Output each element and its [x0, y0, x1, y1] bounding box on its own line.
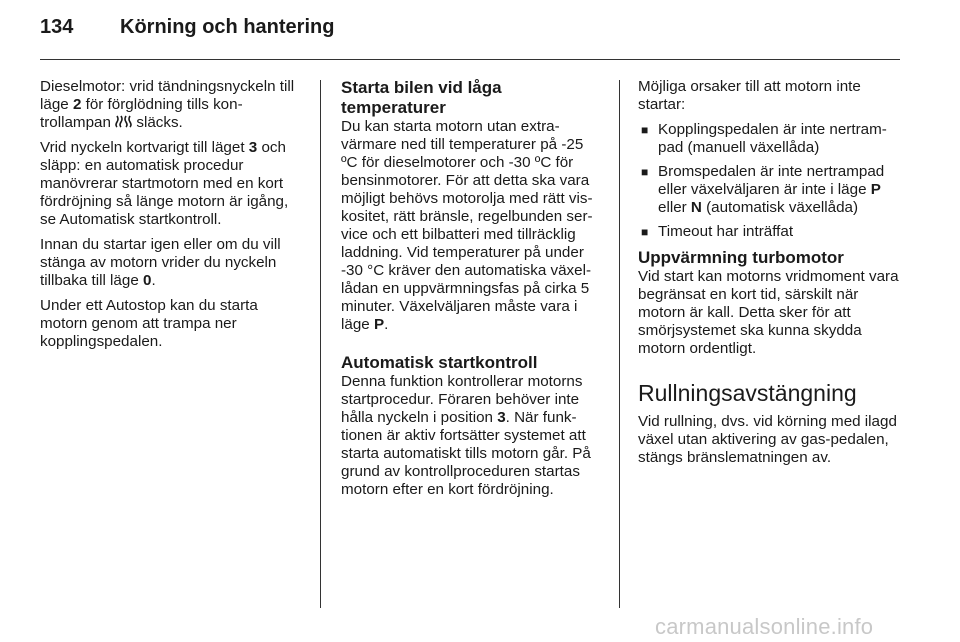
column-2 — [341, 78, 603, 506]
bullet-icon: ■ — [641, 225, 649, 239]
paragraph-turbo: Vid start kan motorns vridmoment vara begränsat en kort tid, särskilt när motorn är kall. Detta sker för att smörjsystemet ska kunna skydda motorn ordentligt. — [638, 268, 899, 357]
paragraph-causes: Möjliga orsaker till att motorn inte startar: — [638, 78, 861, 113]
heading-cold-start: Starta bilen vid låga temperaturer — [341, 78, 502, 117]
heading-auto-start: Automatisk startkontroll — [341, 353, 538, 372]
paragraph-glow-plug: Dieselmotor: vrid tändningsnyckeln till läge 2 för förglödning tills kon-trollampan släcks. — [40, 78, 295, 131]
paragraph-key-position: Vrid nyckeln kortvarigt till läget 3 och släpp: en automatisk procedur manövrerar startmotorn med en kort fördröjning så länge motorn är igång, se Automatisk startkontroll. — [40, 139, 289, 228]
list-item: ■ Bromspedalen är inte nertrampad eller växelväljaren är inte i läge P eller N (automatisk växellåda) — [641, 163, 885, 216]
paragraph-cold-start: Du kan starta motorn utan extra-värmare ned till temperaturer på -25 ºC för dieselmotorer och -30 ºC för bensinmotorer. För att detta ska vara möjligt behövs motorolja med rätt vis-kositet, rätt bränsle, regelbunden ser-vice och ett bilbatteri med tillräcklig laddning. Vid temperaturer på under -30 °C kräver den automatiska växel-lådan en uppvärmningsfas på cirka 5 minuter. Växelväljaren måste vara i läge P. — [341, 118, 593, 333]
list-item: ■ Timeout har inträffat — [641, 223, 794, 240]
paragraph-auto-start: Denna funktion kontrollerar motorns startprocedur. Föraren behöver inte hålla nyckeln i position 3. När funk-tionen är aktiv fortsätter systemet att starta automatiskt tills motorn går. På grund av kontrollproceduren startas motorn efter en kort fördröjning. — [341, 373, 591, 498]
watermark: carmanualsonline.info — [655, 614, 874, 639]
paragraph-coasting-cutoff: Vid rullning, dvs. vid körning med ilagd växel utan aktivering av gas-pedalen, stängs bränslematningen av. — [638, 413, 897, 466]
chapter-title: Körning och hantering — [120, 16, 335, 38]
bullet-icon: ■ — [641, 165, 649, 179]
column-3 — [638, 78, 902, 474]
bullet-icon: ■ — [641, 123, 649, 137]
column-divider — [619, 80, 620, 608]
column-1 — [40, 78, 302, 358]
page-number: 134 — [40, 16, 74, 38]
paragraph-restart: Innan du startar igen eller om du vill stänga av motorn vrider du nyckeln tillbaka till läge 0. — [40, 236, 281, 289]
list-item: ■ Kopplingspedalen är inte nertram-pad (manuell växellåda) — [641, 121, 887, 156]
causes-list — [638, 121, 902, 241]
paragraph-autostop: Under ett Autostop kan du starta motorn genom att trampa ner kopplingspedalen. — [40, 297, 258, 350]
heading-coasting-cutoff: Rullningsavstängning — [638, 380, 857, 406]
header-rule — [40, 59, 900, 60]
heading-turbo: Uppvärmning turbomotor — [638, 248, 844, 267]
page-header — [40, 16, 334, 50]
glow-plug-icon — [115, 115, 132, 128]
column-divider — [320, 80, 321, 608]
